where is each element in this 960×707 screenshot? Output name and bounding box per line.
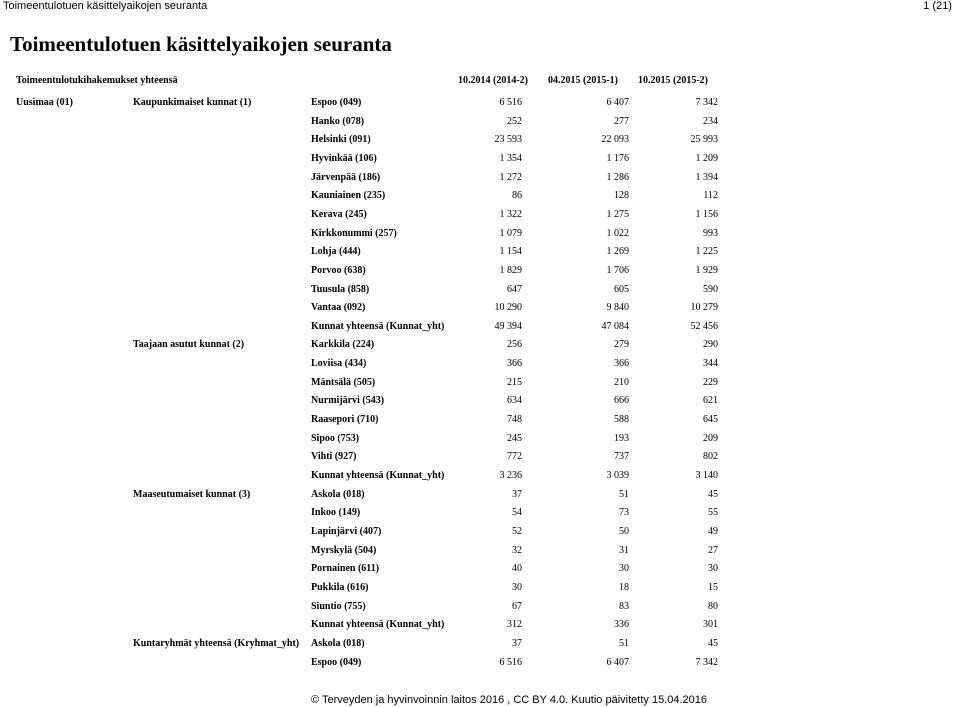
value-2014-2: 245 bbox=[507, 432, 522, 444]
value-2014-2: 67 bbox=[512, 600, 522, 612]
value-2015-2: 27 bbox=[708, 544, 718, 556]
footer-credit: © Terveyden ja hyvinvoinnin laitos 2016 , CC BY 4.0. Kuutio päivitetty 15.04.2016 bbox=[311, 694, 707, 706]
table-row bbox=[0, 302, 960, 316]
page-number: 1 (21) bbox=[923, 0, 952, 12]
region-label: Uusimaa (01) bbox=[16, 97, 73, 108]
value-2014-2: 40 bbox=[512, 563, 522, 575]
value-2015-2: 55 bbox=[708, 507, 718, 519]
value-2014-2: 256 bbox=[507, 339, 522, 351]
value-2014-2: 32 bbox=[512, 544, 522, 556]
value-2015-1: 6 407 bbox=[606, 97, 629, 108]
value-2015-1: 50 bbox=[619, 526, 629, 537]
municipality-name: Helsinki (091) bbox=[311, 134, 371, 146]
value-2015-1: 3 039 bbox=[606, 470, 629, 481]
municipality-name: Kerava (245) bbox=[311, 208, 367, 220]
value-2015-2: 234 bbox=[703, 115, 718, 127]
value-2015-1: 47 084 bbox=[601, 320, 629, 332]
value-2015-2: 344 bbox=[703, 358, 718, 370]
municipality-name: Raasepori (710) bbox=[311, 414, 379, 425]
value-2015-2: 621 bbox=[703, 395, 718, 407]
value-2015-2: 209 bbox=[703, 432, 718, 444]
value-2015-1: 1 286 bbox=[606, 171, 629, 183]
table-row bbox=[0, 582, 960, 596]
municipality-name: Askola (018) bbox=[311, 488, 365, 500]
value-2015-2: 301 bbox=[703, 619, 718, 631]
table-row bbox=[0, 489, 960, 503]
column-header-2014-2: 10.2014 (2014-2) bbox=[458, 75, 528, 86]
value-2015-2: 10 279 bbox=[690, 302, 718, 314]
value-2015-2: 290 bbox=[703, 339, 718, 351]
column-header-2015-1: 04.2015 (2015-1) bbox=[548, 75, 618, 86]
table-row bbox=[0, 638, 960, 652]
value-2014-2: 37 bbox=[512, 488, 522, 500]
value-2015-2: 80 bbox=[708, 600, 718, 612]
municipality-group-label: Taajaan asutut kunnat (2) bbox=[133, 339, 245, 351]
value-2015-1: 83 bbox=[619, 600, 629, 612]
value-2014-2: 52 bbox=[512, 526, 522, 537]
value-2015-1: 737 bbox=[614, 451, 629, 463]
value-2015-1: 193 bbox=[614, 432, 629, 444]
value-2015-1: 1 176 bbox=[606, 152, 629, 164]
table-row bbox=[0, 451, 960, 465]
value-2015-1: 588 bbox=[614, 414, 629, 425]
value-2015-2: 45 bbox=[708, 637, 718, 649]
municipality-name: Lohja (444) bbox=[311, 246, 361, 258]
value-2015-1: 51 bbox=[619, 488, 629, 500]
value-2015-1: 1 022 bbox=[606, 227, 629, 239]
value-2015-1: 128 bbox=[614, 190, 629, 202]
table-row bbox=[0, 116, 960, 130]
value-2015-1: 31 bbox=[619, 544, 629, 556]
table-row bbox=[0, 414, 960, 428]
table-row bbox=[0, 265, 960, 279]
page-title: Toimeentulotuen käsittelyaikojen seuranta bbox=[10, 32, 392, 56]
value-2014-2: 3 236 bbox=[499, 470, 522, 481]
table-row bbox=[0, 153, 960, 167]
value-2015-2: 645 bbox=[703, 414, 718, 425]
value-2015-1: 366 bbox=[614, 358, 629, 370]
value-2015-1: 1 706 bbox=[606, 264, 629, 276]
value-2015-1: 210 bbox=[614, 376, 629, 388]
value-2015-1: 279 bbox=[614, 339, 629, 351]
table-row bbox=[0, 507, 960, 521]
municipality-name: Mäntsälä (505) bbox=[311, 376, 376, 388]
value-2015-1: 73 bbox=[619, 507, 629, 519]
value-2015-1: 666 bbox=[614, 395, 629, 407]
municipality-group-label: Kaupunkimaiset kunnat (1) bbox=[133, 97, 252, 108]
table-row bbox=[0, 339, 960, 353]
value-2015-1: 1 269 bbox=[606, 246, 629, 258]
municipality-name: Pukkila (616) bbox=[311, 581, 369, 593]
value-2015-2: 1 225 bbox=[695, 246, 718, 258]
municipality-name: Inkoo (149) bbox=[311, 507, 361, 519]
table-row bbox=[0, 601, 960, 615]
table-row bbox=[0, 284, 960, 298]
value-2015-2: 1 929 bbox=[695, 264, 718, 276]
municipality-name: Vantaa (092) bbox=[311, 302, 366, 314]
table-row bbox=[0, 470, 960, 484]
municipality-name: Karkkila (224) bbox=[311, 339, 375, 351]
value-2014-2: 30 bbox=[512, 581, 522, 593]
value-2014-2: 772 bbox=[507, 451, 522, 463]
value-2015-1: 1 275 bbox=[606, 208, 629, 220]
value-2015-2: 1 394 bbox=[695, 171, 718, 183]
municipality-name: Kunnat yhteensä (Kunnat_yht) bbox=[311, 470, 445, 481]
value-2014-2: 10 290 bbox=[494, 302, 522, 314]
value-2015-2: 30 bbox=[708, 563, 718, 575]
municipality-name: Lapinjärvi (407) bbox=[311, 526, 382, 537]
value-2015-1: 51 bbox=[619, 637, 629, 649]
value-2015-1: 30 bbox=[619, 563, 629, 575]
value-2014-2: 748 bbox=[507, 414, 522, 425]
value-2015-2: 590 bbox=[703, 283, 718, 295]
municipality-name: Nurmijärvi (543) bbox=[311, 395, 385, 407]
table-row bbox=[0, 172, 960, 186]
municipality-name: Sipoo (753) bbox=[311, 432, 360, 444]
value-2015-2: 52 456 bbox=[690, 320, 718, 332]
municipality-name: Loviisa (434) bbox=[311, 358, 367, 370]
value-2015-2: 1 209 bbox=[695, 152, 718, 164]
table-row bbox=[0, 209, 960, 223]
value-2015-2: 993 bbox=[703, 227, 718, 239]
municipality-name: Espoo (049) bbox=[311, 656, 362, 668]
value-2014-2: 1 322 bbox=[499, 208, 522, 220]
table-row bbox=[0, 97, 960, 111]
table-row bbox=[0, 377, 960, 391]
municipality-name: Pornainen (611) bbox=[311, 563, 380, 575]
municipality-name: Hanko (078) bbox=[311, 115, 365, 127]
municipality-name: Espoo (049) bbox=[311, 97, 362, 108]
table-row bbox=[0, 433, 960, 447]
table-row bbox=[0, 228, 960, 242]
value-2015-2: 7 342 bbox=[695, 656, 718, 668]
value-2014-2: 1 079 bbox=[499, 227, 522, 239]
table-row bbox=[0, 563, 960, 577]
value-2015-2: 229 bbox=[703, 376, 718, 388]
value-2015-2: 7 342 bbox=[695, 97, 718, 108]
value-2014-2: 366 bbox=[507, 358, 522, 370]
value-2014-2: 86 bbox=[512, 190, 522, 202]
municipality-name: Tuusula (858) bbox=[311, 283, 370, 295]
value-2015-1: 18 bbox=[619, 581, 629, 593]
table-row bbox=[0, 395, 960, 409]
table-row bbox=[0, 358, 960, 372]
value-2014-2: 54 bbox=[512, 507, 522, 519]
municipality-name: Kirkkonummi (257) bbox=[311, 227, 397, 239]
column-header-2015-2: 10.2015 (2015-2) bbox=[638, 75, 708, 86]
table-row bbox=[0, 526, 960, 540]
table-header-label: Toimeentulotukihakemukset yhteensä bbox=[16, 75, 178, 86]
value-2014-2: 49 394 bbox=[494, 320, 522, 332]
table-row bbox=[0, 134, 960, 148]
value-2014-2: 37 bbox=[512, 637, 522, 649]
value-2014-2: 23 593 bbox=[494, 134, 522, 146]
table-row bbox=[0, 545, 960, 559]
value-2015-1: 336 bbox=[614, 619, 629, 631]
table-row bbox=[0, 246, 960, 260]
value-2015-1: 9 840 bbox=[606, 302, 629, 314]
document-title: Toimeentulotuen käsittelyaikojen seuranta bbox=[3, 0, 208, 12]
value-2014-2: 6 516 bbox=[499, 656, 522, 668]
municipality-name: Askola (018) bbox=[311, 637, 365, 649]
value-2014-2: 1 829 bbox=[499, 264, 522, 276]
table-row bbox=[0, 657, 960, 671]
table-row bbox=[0, 619, 960, 633]
value-2014-2: 215 bbox=[507, 376, 522, 388]
municipality-name: Hyvinkää (106) bbox=[311, 152, 377, 164]
value-2015-1: 6 407 bbox=[606, 656, 629, 668]
value-2015-2: 15 bbox=[708, 581, 718, 593]
value-2014-2: 1 272 bbox=[499, 171, 522, 183]
value-2014-2: 1 354 bbox=[499, 152, 522, 164]
value-2015-2: 25 993 bbox=[690, 134, 718, 146]
value-2015-2: 3 140 bbox=[695, 470, 718, 481]
municipality-group-label: Maaseutumaiset kunnat (3) bbox=[133, 488, 251, 500]
municipality-name: Kunnat yhteensä (Kunnat_yht) bbox=[311, 320, 445, 332]
municipality-name: Kauniainen (235) bbox=[311, 190, 386, 202]
value-2014-2: 647 bbox=[507, 283, 522, 295]
value-2014-2: 1 154 bbox=[499, 246, 522, 258]
municipality-group-label: Kuntaryhmät yhteensä (Kryhmat_yht) bbox=[133, 637, 300, 649]
value-2015-2: 802 bbox=[703, 451, 718, 463]
value-2015-1: 277 bbox=[614, 115, 629, 127]
municipality-name: Myrskylä (504) bbox=[311, 544, 377, 556]
value-2014-2: 634 bbox=[507, 395, 522, 407]
value-2015-1: 22 093 bbox=[601, 134, 629, 146]
value-2015-2: 112 bbox=[703, 190, 718, 202]
table-row bbox=[0, 190, 960, 204]
value-2015-2: 1 156 bbox=[695, 208, 718, 220]
municipality-name: Siuntio (755) bbox=[311, 600, 366, 612]
municipality-name: Järvenpää (186) bbox=[311, 171, 381, 183]
value-2015-2: 49 bbox=[708, 526, 718, 537]
value-2014-2: 6 516 bbox=[499, 97, 522, 108]
value-2015-1: 605 bbox=[614, 283, 629, 295]
table-row bbox=[0, 321, 960, 335]
value-2014-2: 312 bbox=[507, 619, 522, 631]
municipality-name: Vihti (927) bbox=[311, 451, 357, 463]
value-2015-2: 45 bbox=[708, 488, 718, 500]
municipality-name: Porvoo (638) bbox=[311, 264, 366, 276]
municipality-name: Kunnat yhteensä (Kunnat_yht) bbox=[311, 619, 445, 631]
value-2014-2: 252 bbox=[507, 115, 522, 127]
